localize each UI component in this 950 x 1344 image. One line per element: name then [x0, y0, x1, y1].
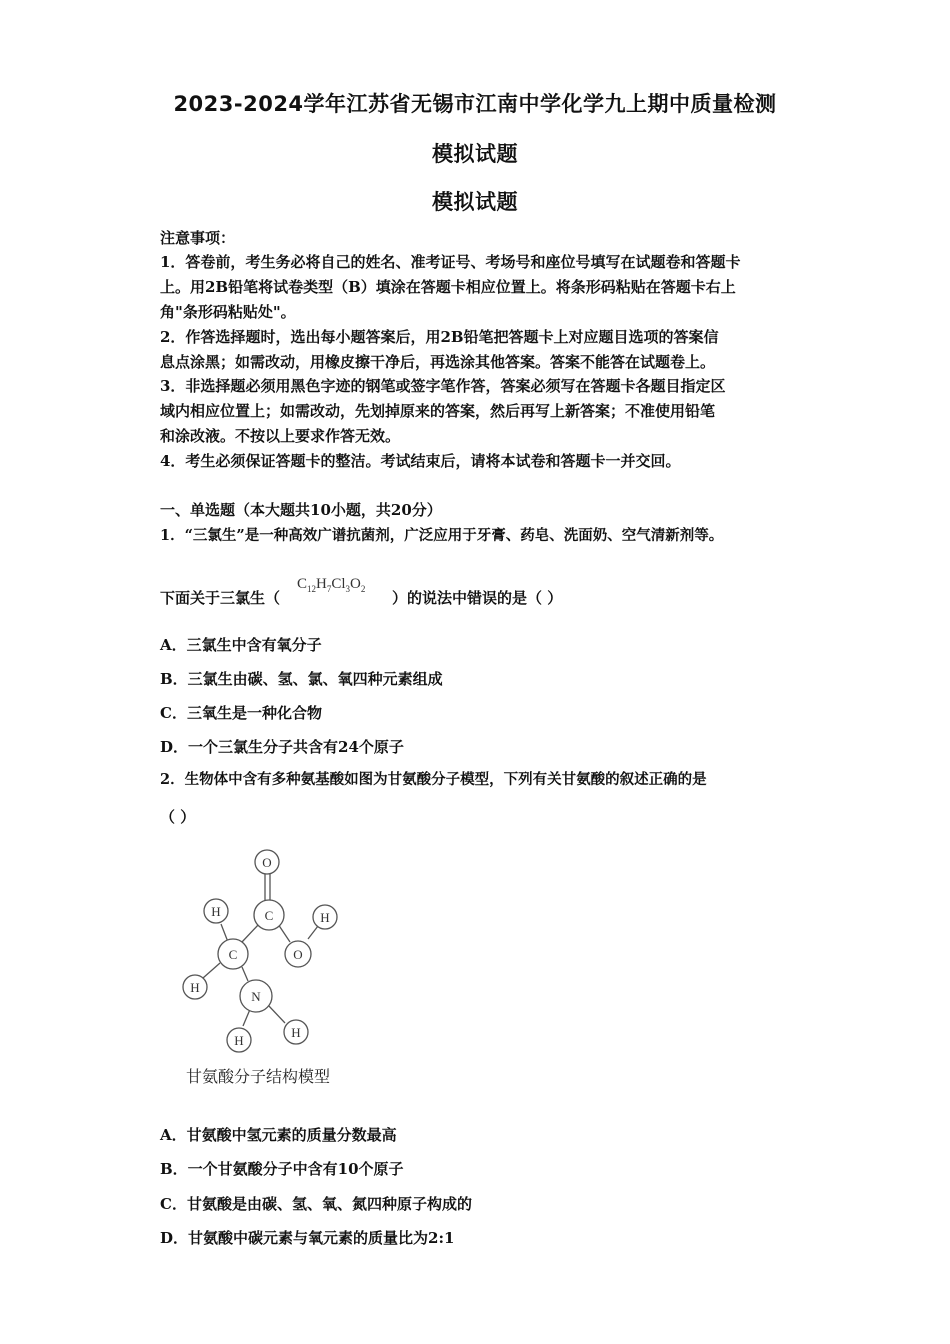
notice-line: 4．考生必须保证答题卡的整洁。考试结束后，请将本试卷和答题卡一并交回。	[160, 452, 681, 470]
atom-label: N	[251, 989, 261, 1004]
atom-label: C	[228, 947, 238, 962]
q1-formula: $C_{12}H_7Cl_3O_2$	[297, 576, 366, 594]
bond-c-h	[203, 963, 220, 978]
notice-line: 和涂改液。不按以上要求作答无效。	[160, 427, 401, 445]
notice-line: 息点涂黑；如需改动，用橡皮擦干净后，再选涂其他答案。答案不能答在试题卷上。	[160, 353, 716, 371]
atom-label: C	[264, 908, 274, 923]
bond-n-h	[268, 1005, 285, 1023]
bond-c-o	[278, 924, 290, 942]
q1-option-b: B．三氯生由碳、氢、氯、氧四种元素组成	[160, 670, 443, 688]
title-line-1: 2023-2024学年江苏省无锡市江南中学化学九上期中质量检测	[173, 92, 777, 116]
q1-option-c: C．三氧生是一种化合物	[160, 704, 322, 722]
bond-c-n	[242, 967, 248, 981]
atom-label: O	[262, 855, 272, 870]
q2-option-d: D．甘氨酸中碳元素与氧元素的质量比为2:1	[160, 1229, 455, 1247]
q1-suffix: ）的说法中错误的是（ ）	[392, 589, 563, 607]
notice-line: 上。用2B铅笔将试卷类型（B）填涂在答题卡相应位置上。将条形码粘贴在答题卡右上	[160, 278, 736, 296]
atom-label: H	[291, 1025, 301, 1040]
title-line-2: 模拟试题	[432, 142, 518, 166]
notice-line: 2．作答选择题时，选出每小题答案后，用2B铅笔把答题卡上对应题目选项的答案信	[160, 328, 719, 346]
section-heading: 一、单选题（本大题共10小题，共20分）	[160, 501, 442, 519]
title-line-3: 模拟试题	[432, 190, 518, 214]
q1-option-a: A．三氯生中含有氧分子	[160, 636, 322, 654]
bond-c-h	[221, 924, 228, 942]
q1-stem: 1．“三氯生”是一种高效广谱抗菌剂，广泛应用于牙膏、药皂、洗面奶、空气清新剂等。	[160, 527, 724, 544]
atom-label: H	[190, 980, 200, 995]
bond-o-h	[308, 926, 318, 939]
atom-label: H	[211, 904, 221, 919]
q2-option-b: B．一个甘氨酸分子中含有10个原子	[160, 1160, 404, 1178]
q1-option-d: D．一个三氯生分子共含有24个原子	[160, 738, 404, 756]
notice-line: 域内相应位置上；如需改动，先划掉原来的答案，然后再写上新答案；不准使用铅笔	[160, 402, 716, 420]
q2-option-c: C．甘氨酸是由碳、氢、氧、氮四种原子构成的	[160, 1195, 472, 1213]
atom-label: H	[320, 910, 330, 925]
notice-heading: 注意事项：	[160, 229, 236, 247]
q2-paren: （ ）	[160, 808, 196, 826]
bond-c-c	[242, 924, 259, 942]
q2-option-a: A．甘氨酸中氢元素的质量分数最高	[160, 1126, 397, 1144]
q2-stem: 2．生物体中含有多种氨基酸如图为甘氨酸分子模型，下列有关甘氨酸的叙述正确的是	[160, 771, 707, 788]
notice-line: 角"条形码粘贴处"。	[160, 303, 296, 321]
atom-label: O	[293, 947, 303, 962]
figure-caption: 甘氨酸分子结构模型	[186, 1067, 331, 1086]
notice-line: 1．答卷前，考生务必将自己的姓名、准考证号、考场号和座位号填写在试题卷和答题卡	[160, 253, 741, 271]
glycine-molecule-diagram	[175, 842, 355, 1062]
notice-line: 3．非选择题必须用黑色字迹的钢笔或签字笔作答，答案必须写在答题卡各题目指定区	[160, 377, 726, 395]
q1-prefix: 下面关于三氯生（	[160, 589, 281, 607]
atom-label: H	[234, 1033, 244, 1048]
